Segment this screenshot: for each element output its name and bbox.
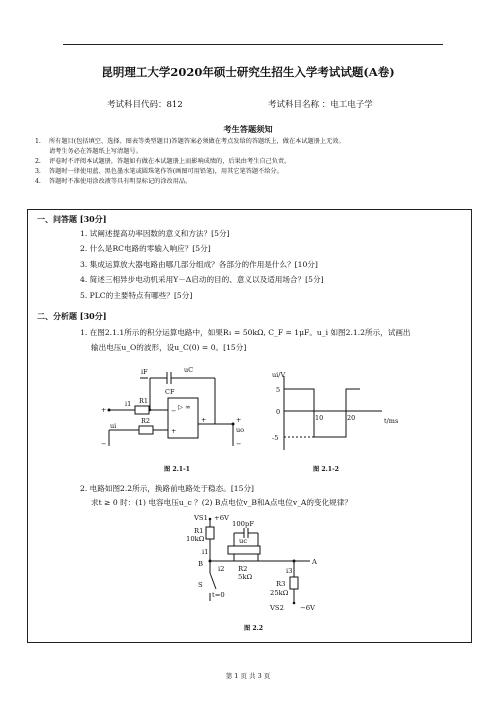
fig211-ui: ui: [110, 422, 117, 430]
fig22-t0: t=0: [212, 591, 225, 599]
fig211-uc: uC: [184, 366, 194, 374]
notice-item: 2. 评卷时不评阅本试题册，答题如有做在本试题册上而影响成绩的，后果由考生自己负责。: [35, 158, 291, 166]
notice-list: [35, 137, 465, 187]
integrator-circuit-diagram: [95, 366, 255, 464]
section1-title: 一、问答题 [30分]: [37, 214, 107, 224]
question-2-2-line1: 2. 电路如图2.2所示，换路前电路处于稳态。[15分]: [80, 484, 255, 493]
subject-code: 考试科目代码：812: [107, 100, 183, 110]
fig22-i2: i2: [218, 565, 225, 573]
question-1-5: 5. PLC的主要特点有哪些？[5分]: [80, 291, 193, 300]
fig211-caption: 图 2.1-1: [164, 466, 190, 473]
notice-item: 4. 答题时不准使用涂改液等具有明显标记的涂改用品。: [35, 178, 192, 186]
fig22-S: S: [198, 581, 203, 589]
switching-circuit-diagram: [182, 511, 322, 621]
fig212-ylabel: ui/V: [272, 371, 286, 379]
fig22-Vs1: VS1: [194, 514, 208, 522]
fig22-v-plus: +6V: [214, 514, 229, 522]
fig22-i1: i1: [202, 548, 209, 556]
fig212-caption: 图 2.1-2: [313, 466, 339, 473]
fig211-plus-right: +: [236, 416, 242, 424]
fig211-minus-left: −: [101, 440, 107, 448]
exam-title: 昆明理工大学2020年硕士研究生招生入学考试试题(A卷): [101, 65, 395, 79]
fig211-iF: iF: [141, 368, 148, 376]
fig22-R2: R2: [238, 565, 248, 573]
question-2-1-line1: 1. 在图2.1.1所示的积分运算电路中，如果R₁ = 50kΩ, C_F = 1μF。u_i 如图2.1.2所示，试画出: [80, 328, 411, 337]
fig22-v-minus: −6V: [300, 604, 315, 612]
subject-name: 考试科目名称 ：电工电子学: [268, 100, 373, 110]
fig212-ytick-bottom: -5: [272, 434, 279, 442]
section2-title: 二、分析题 [30分]: [37, 311, 107, 321]
fig22-caption: 图 2.2: [244, 625, 264, 632]
input-waveform-plot: [262, 368, 402, 460]
fig22-i3: i3: [286, 567, 293, 575]
question-2-1-line2: 输出电压u_O的波形，设u_C(0) = 0。[15分]: [91, 343, 247, 352]
fig211-plus-output: +: [201, 416, 207, 424]
fig211-uo: uo: [236, 426, 245, 434]
fig22-R2v: 5kΩ: [238, 573, 253, 581]
fig212-xtick-20: 20: [347, 414, 356, 422]
fig212-xlabel: t/ms: [384, 417, 399, 425]
notice-item: 3. 答题时一律使用蓝、黑色墨水笔或圆珠笔作答(画图可用铅笔)，用其它笔答题不给分。: [35, 168, 283, 176]
fig211-plus-input: +: [171, 427, 177, 435]
fig211-R2: R2: [141, 417, 151, 425]
notice-item: 1. 所有题目(包括填空、选择、图表等类型题目)答题答案必须做在考点发给的答题纸上，做在本试题册上无效。: [35, 138, 345, 145]
fig22-R3: R3: [276, 580, 286, 588]
top-rule: [63, 44, 443, 45]
fig212-ytick-top: 5: [276, 386, 281, 394]
page-footer: 第 1 页 共 3 页: [225, 672, 271, 680]
question-1-1: 1. 试阐述提高功率因数的意义和方法？[5分]: [80, 229, 230, 238]
fig211-plus-left: +: [101, 406, 107, 414]
fig212-xtick-10: 10: [315, 414, 324, 422]
question-1-4: 4. 简述三相异步电动机采用Y－Δ启动的目的、意义以及适用场合？[5分]: [80, 275, 324, 284]
notice-title: 考生答题须知: [223, 124, 273, 134]
fig211-opamp: ▷ ∞: [178, 403, 191, 411]
fig211-minus-right: −: [236, 440, 242, 448]
fig22-R1v: 10kΩ: [186, 535, 205, 543]
question-2-2-line2: 求t ≥ 0 时：(1) 电容电压u_c ？(2) B点电位v_B和A点电位v_A的变化规律？: [91, 498, 352, 507]
fig22-B: B: [198, 560, 203, 568]
fig22-uc: uc: [239, 537, 248, 545]
fig211-minus-input: −: [171, 407, 177, 415]
fig22-R1: R1: [194, 527, 204, 535]
fig22-cap: 100pF: [232, 520, 255, 528]
fig211-i1: i1: [125, 400, 132, 408]
question-1-2: 2. 什么是RC电路的零输入响应？[5分]: [80, 244, 211, 253]
fig22-Vs2: VS2: [270, 604, 284, 612]
fig22-A: A: [312, 558, 317, 566]
fig211-CF: CF: [165, 388, 175, 396]
notice-item: 请考生务必在答题纸上写清题号。: [49, 148, 142, 156]
fig22-R3v: 25kΩ: [270, 589, 289, 597]
fig211-R1: R1: [139, 397, 149, 405]
fig212-ytick-zero: 0: [276, 408, 281, 416]
question-1-3: 3. 集成运算放大器电路由哪几部分组成？各部分的作用是什么？[10分]: [80, 260, 318, 269]
